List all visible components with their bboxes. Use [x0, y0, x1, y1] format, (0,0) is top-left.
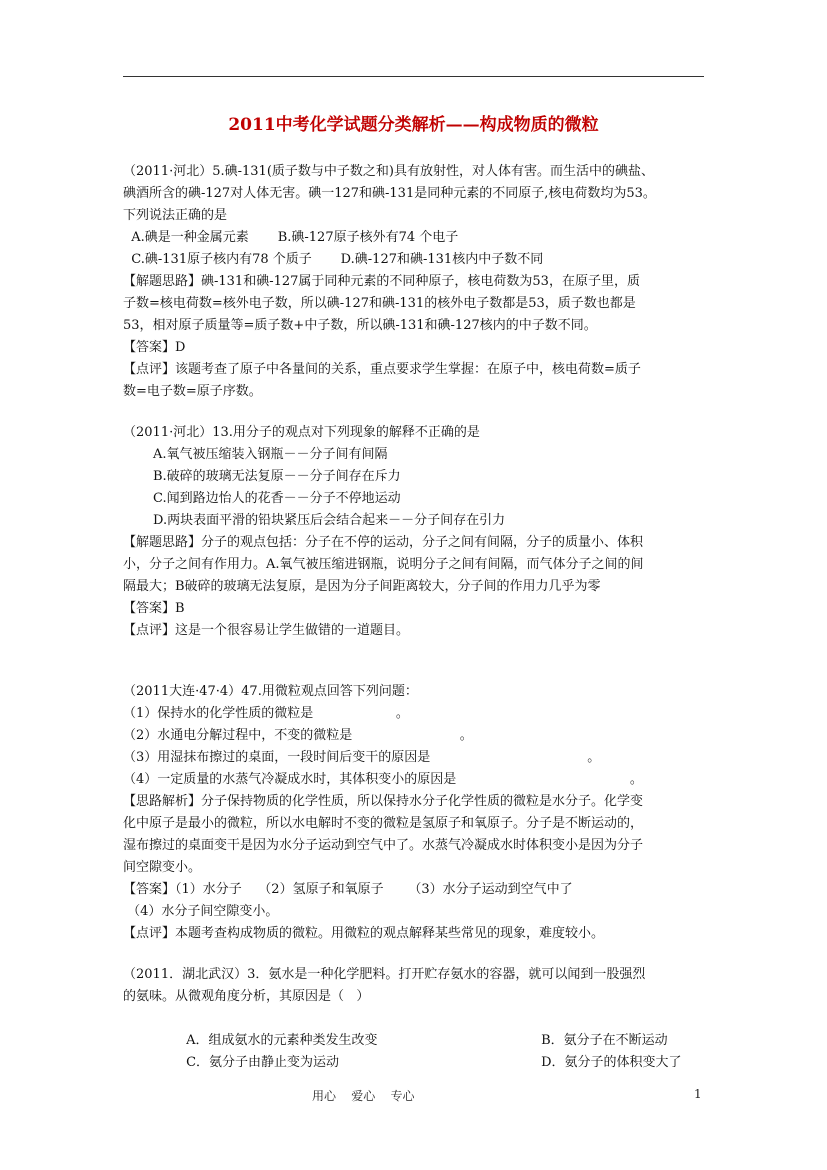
answer-line: 【答案】（1）水分子 （2）氢原子和氧原子 （3）水分子运动到空气中了	[123, 882, 573, 897]
analysis-line: 【解题思路】分子的观点包括：分子在不停的运动，分子之间有间隔，分子的质量小、体积	[123, 535, 644, 550]
fill-blank-item: （3）用湿抹布擦过的桌面，一段时间后变干的原因是 。	[123, 750, 601, 765]
question-stem-line: （2011．湖北武汉）3．氨水是一种化学肥料。打开贮存氨水的容器，就可以闻到一股强烈	[123, 967, 646, 982]
fill-blank-item: （1）保持水的化学性质的微粒是 。	[123, 706, 409, 721]
question-stem-line: （2011·河北）5.碘-131(质子数与中子数之和)具有放射性，对人体有害。而生活中的碘盐、	[123, 164, 654, 179]
answer-line: （4）水分子间空隙变小。	[123, 904, 279, 919]
document-body	[123, 161, 713, 1070]
page-footer	[0, 1087, 827, 1107]
option-a: A．组成氨水的元素种类发生改变	[186, 1033, 378, 1048]
option-c: C．氨分子由静止变为运动	[186, 1055, 340, 1070]
page-number: 1	[694, 1087, 702, 1101]
analysis-line: 湿布擦过的桌面变干是因为水分子运动到空气中了。水蒸气冷凝成水时体积变小是因为分子	[123, 838, 644, 853]
comment-line: 数=电子数=原子序数。	[123, 384, 262, 399]
comment-line: 【点评】该题考查了原子中各量间的关系，重点要求学生掌握：在原子中，核电荷数=质子	[123, 362, 641, 377]
option-b: B．氨分子在不断运动	[541, 1033, 668, 1048]
spacer	[123, 403, 713, 422]
option-row	[123, 1008, 713, 1048]
analysis-line: 隔最大；B破碎的玻璃无法复原，是因为分子间距离较大，分子间的作用力几乎为零	[123, 579, 601, 594]
question-3	[123, 681, 713, 945]
analysis-line: 子数=核电荷数=核外电子数，所以碘-127和碘-131的核外电子数都是53，质子数也都是	[123, 296, 636, 311]
option-line: C.闻到路边怡人的花香－－分子不停地运动	[153, 491, 401, 506]
option-line: A.碘是一种金属元素 B.碘-127原子核外有74 个电子	[123, 230, 459, 245]
footer-motto: 用心 爱心 专心	[312, 1089, 415, 1103]
option-line: C.碘-131原子核内有78 个质子 D.碘-127和碘-131核内中子数不同	[123, 252, 544, 267]
analysis-line: 小，分子之间有作用力。A.氧气被压缩进钢瓶，说明分子之间有间隔，而气体分子之间的间	[123, 557, 644, 572]
option-line: D.两块表面平滑的铅块紧压后会结合起来－－分子间存在引力	[153, 513, 506, 528]
analysis-line: 【解题思路】碘-131和碘-127属于同种元素的不同种原子，核电荷数为53，在原子里，质	[123, 274, 640, 289]
analysis-line: 53，相对原子质量等=质子数+中子数，所以碘-131和碘-127核内的中子数不同。	[123, 318, 597, 333]
comment-line: 【点评】这是一个很容易让学生做错的一道题目。	[123, 623, 410, 638]
question-stem-line: 下列说法正确的是	[123, 208, 228, 223]
analysis-line: 间空隙变小。	[123, 860, 202, 875]
spacer	[123, 945, 713, 964]
spacer	[123, 642, 713, 681]
option-line: B.破碎的玻璃无法复原－－分子间存在斥力	[153, 469, 401, 484]
option-line: A.氧气被压缩装入钢瓶－－分子间有间隔	[153, 447, 388, 462]
option-d: D．氨分子的体积变大了	[541, 1055, 682, 1070]
page-title: 2011中考化学试题分类解析——构成物质的微粒	[228, 115, 599, 135]
question-stem-line: 的氨味。从微观角度分析，其原因是（ ）	[123, 989, 370, 1004]
analysis-line: 【思路解析】分子保持物质的化学性质，所以保持水分子化学性质的微粒是水分子。化学变	[123, 794, 644, 809]
fill-blank-item: （2）水通电分解过程中，不变的微粒是 。	[123, 728, 473, 743]
question-2	[123, 422, 713, 642]
question-stem-line: （2011大连·47·4）47.用微粒观点回答下列问题：	[123, 684, 418, 699]
header-rule	[123, 76, 704, 77]
question-stem-line: （2011·河北）13.用分子的观点对下列现象的解释不正确的是	[123, 425, 480, 440]
comment-line: 【点评】本题考查构成物质的微粒。用微粒的观点解释某些常见的现象，难度较小。	[123, 926, 605, 941]
fill-blank-item: （4）一定质量的水蒸气冷凝成水时，其体积变小的原因是 。	[123, 772, 643, 787]
question-stem-line: 碘酒所含的碘-127对人体无害。碘一127和碘-131是同种元素的不同原子,核电荷数均为53。	[123, 186, 656, 201]
question-4	[123, 964, 713, 1070]
answer-line: 【答案】D	[123, 340, 186, 355]
answer-line: 【答案】B	[123, 601, 185, 616]
question-1	[123, 161, 713, 403]
analysis-line: 化中原子是最小的微粒，所以水电解时不变的微粒是氢原子和氧原子。分子是不断运动的，	[123, 816, 644, 831]
